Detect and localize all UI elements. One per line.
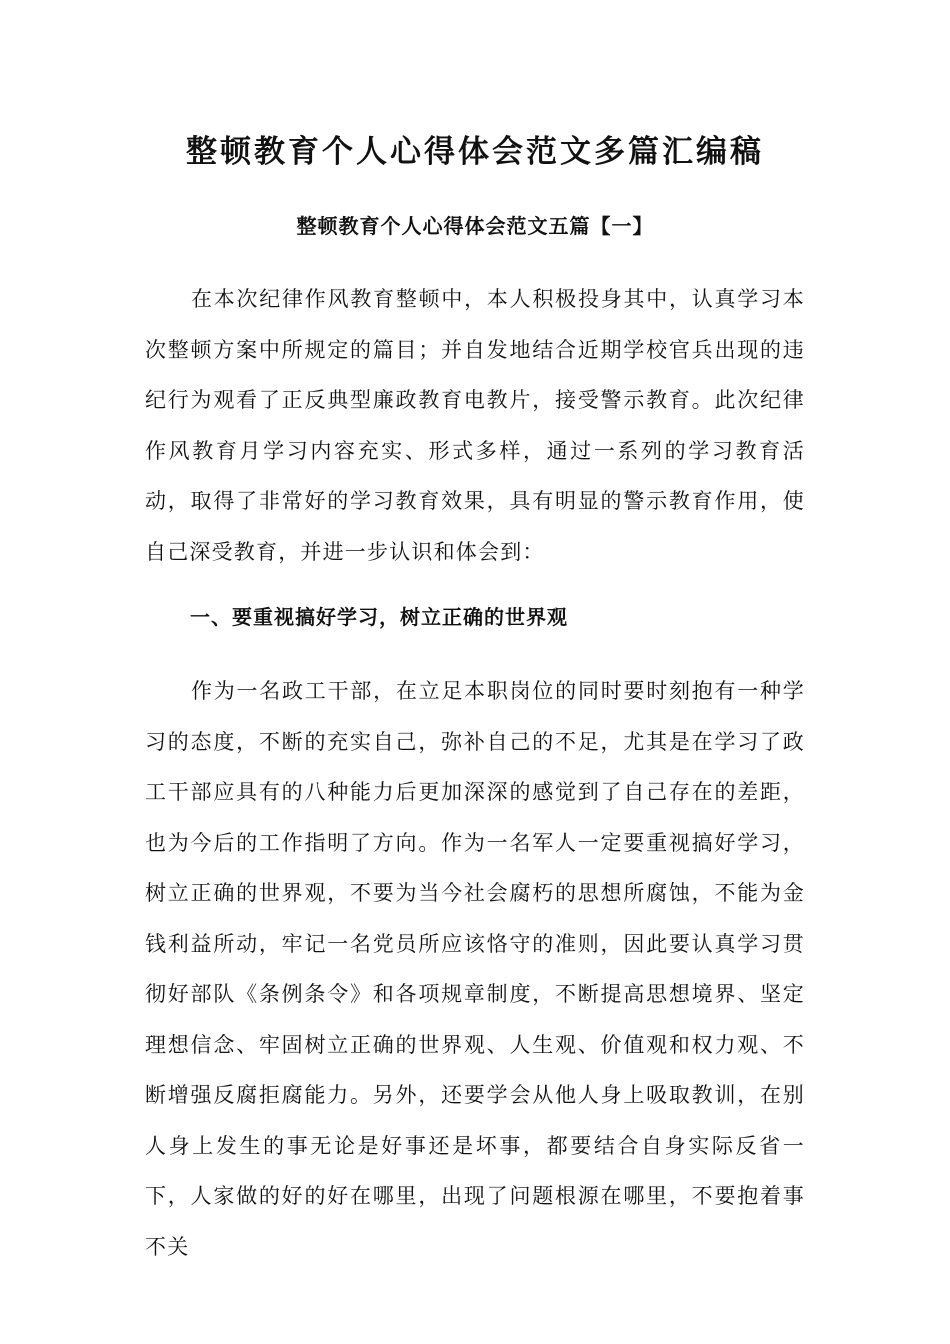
body-paragraph: 在本次纪律作风教育整顿中，本人积极投身其中，认真学习本次整顿方案中所规定的篇目；并自发地结合近期学校官兵出现的违纪行为观看了正反典型廉政教育电教片，接受警示教育。此次纪律作风教育月学习内容充实、形式多样，通过一系列的学习教育活动，取得了非常好的学习教育效果，具有明显的警示教育作用，使自己深受教育，并进一步认识和体会到： — [145, 287, 805, 564]
section-heading: 一、要重视搞好学习，树立正确的世界观 — [190, 605, 568, 629]
document-title: 整顿教育个人心得体会范文多篇汇编稿 — [186, 134, 764, 170]
document-subtitle: 整顿教育个人心得体会范文五篇【一】 — [296, 214, 654, 238]
body-paragraph: 作为一名政工干部，在立足本职岗位的同时要时刻抱有一种学习的态度，不断的充实自己，弥补自己的不足，尤其是在学习了政工干部应具有的八种能力后更加深深的感觉到了自己存在的差距，也为今后的工作指明了方向。作为一名军人一定要重视搞好学习，树立正确的世界观，不要为当今社会腐朽的思想所腐蚀，不能为金钱利益所动，牢记一名党员所应该恪守的准则，因此要认真学习贯彻好部队《条例条令》和各项规章制度，不断提高思想境界、坚定理想信念、牢固树立正确的世界观、人生观、价值观和权力观、不断增强反腐拒腐能力。另外，还要学会从他人身上吸取教训，在别人身上发生的事无论是好事还是坏事，都要结合自身实际反省一下，人家做的好的好在哪里，出现了问题根源在哪里，不要抱着事不关 — [145, 679, 805, 1259]
